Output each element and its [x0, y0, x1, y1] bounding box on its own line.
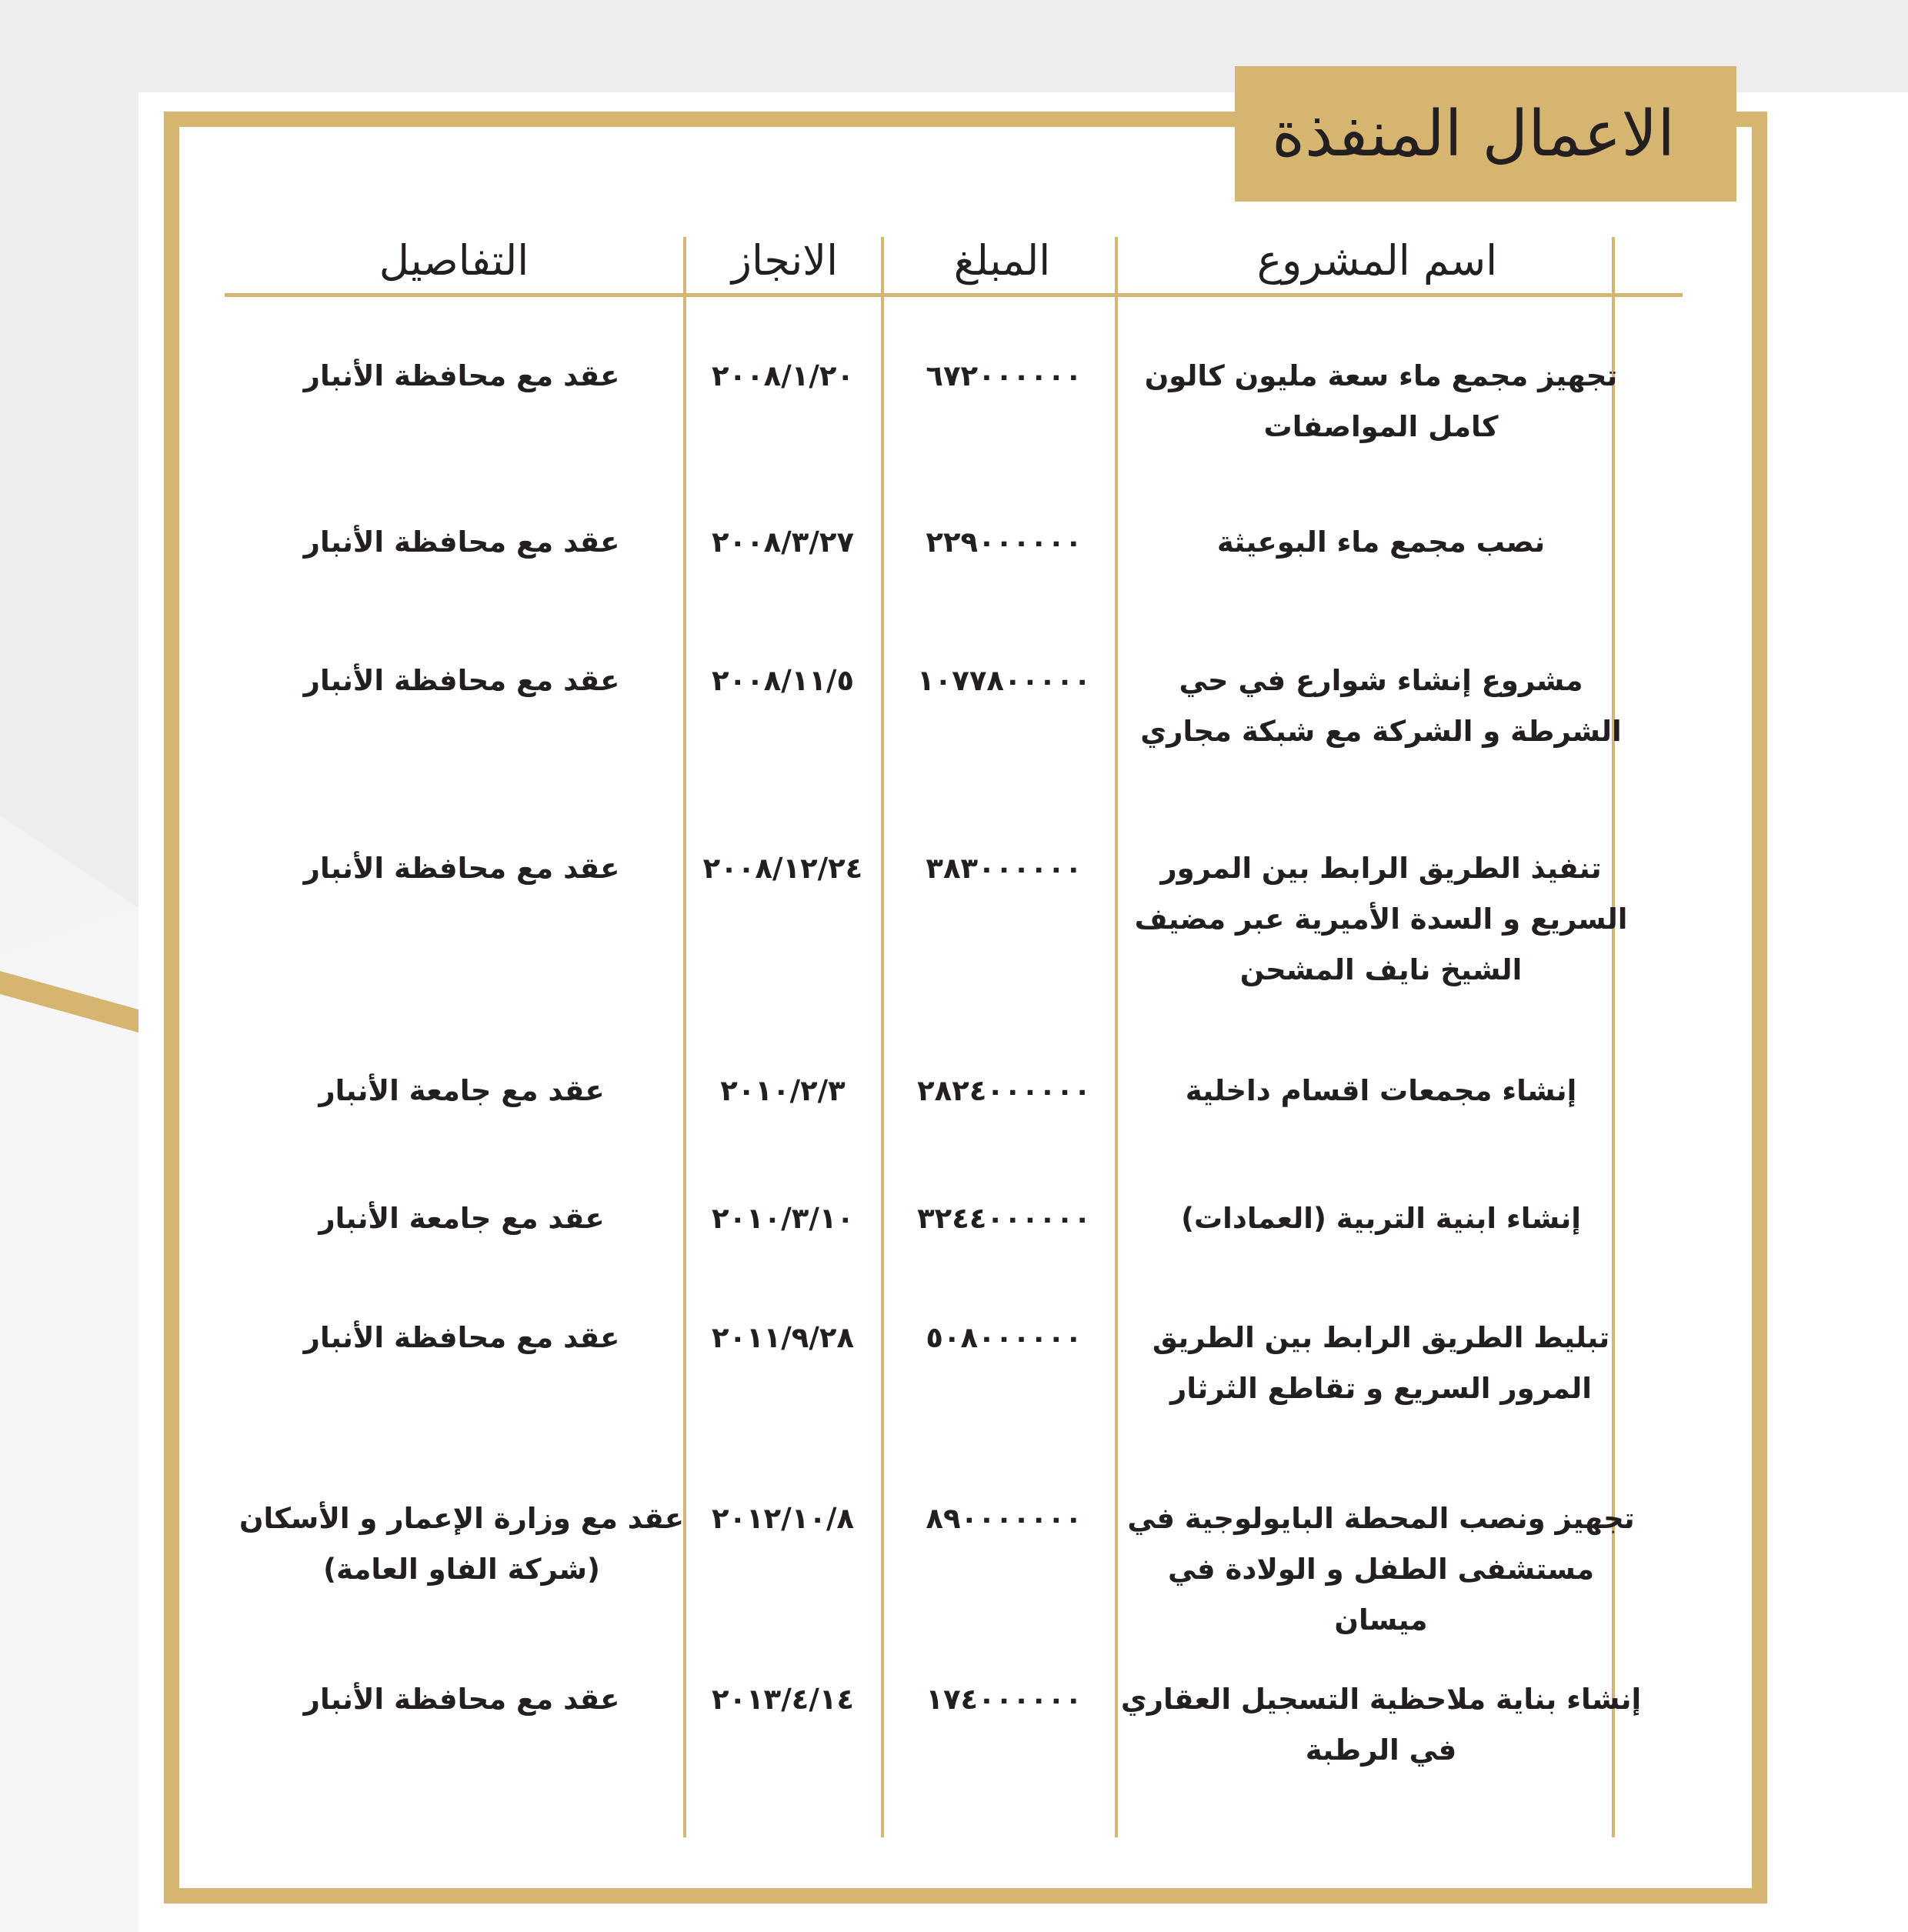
- completion-date: ٢٠٠٨/١/٢٠: [711, 359, 855, 392]
- project-amount: ٣٢٤٤٠٠٠٠٠٠: [917, 1202, 1091, 1235]
- project-amount: ٨٩٠٠٠٠٠٠٠: [926, 1502, 1082, 1535]
- project-details: عقد مع محافظة الأنبار: [303, 664, 620, 697]
- project-details: عقد مع جامعة الأنبار: [319, 1202, 605, 1235]
- project-amount: ١٠٧٧٨٠٠٠٠٠: [917, 664, 1091, 697]
- project-amount: ٦٧٢٠٠٠٠٠٠: [926, 359, 1082, 392]
- project-details: عقد مع محافظة الأنبار: [303, 1321, 620, 1354]
- project-name: تجهيز مجمع ماء سعة مليون كالون كامل المواصفات: [1144, 359, 1618, 443]
- completion-date: ٢٠١١/٩/٢٨: [711, 1321, 855, 1354]
- project-name: مشروع إنشاء شوارع في حي الشرطة و الشركة مع شبكة مجاري: [1140, 664, 1622, 748]
- project-details: عقد مع وزارة الإعمار و الأسكان (شركة الفاو العامة): [239, 1502, 685, 1586]
- project-amount: ٢٨٢٤٠٠٠٠٠٠: [917, 1074, 1091, 1107]
- project-name: تجهيز ونصب المحطة البايولوجية في مستشفى الطفل و الولادة في ميسان: [1127, 1502, 1635, 1637]
- project-details: عقد مع محافظة الأنبار: [303, 359, 620, 392]
- completion-date: ٢٠٠٨/٣/٢٧: [711, 526, 855, 559]
- project-amount: ٣٨٣٠٠٠٠٠٠: [926, 852, 1082, 885]
- project-amount: ٢٢٩٠٠٠٠٠٠: [926, 526, 1082, 559]
- project-details: عقد مع محافظة الأنبار: [303, 1683, 620, 1716]
- project-name: تبليط الطريق الرابط بين الطريق المرور السريع و تقاطع الثرثار: [1152, 1321, 1610, 1405]
- completion-date: ٢٠١٢/١٠/٨: [711, 1502, 855, 1535]
- project-amount: ٥٠٨٠٠٠٠٠٠: [926, 1321, 1082, 1354]
- column-divider: [683, 237, 686, 1837]
- completion-date: ٢٠٠٨/١٢/٢٤: [702, 852, 863, 885]
- project-name: تنفيذ الطريق الرابط بين المرور السريع و السدة الأميرية عبر مضيف الشيخ نايف المشحن: [1134, 852, 1628, 986]
- project-details: عقد مع محافظة الأنبار: [303, 526, 620, 559]
- column-divider: [881, 237, 884, 1837]
- completion-date: ٢٠١٠/٢/٣: [720, 1074, 846, 1107]
- column-divider: [1115, 237, 1118, 1837]
- header-underline: [225, 293, 1683, 297]
- header-amount: المبلغ: [953, 235, 1051, 285]
- completion-date: ٢٠١٠/٣/١٠: [711, 1202, 855, 1235]
- header-completion: الانجاز: [731, 235, 839, 285]
- project-name: نصب مجمع ماء البوعيثة: [1216, 526, 1546, 559]
- completion-date: ٢٠٠٨/١١/٥: [711, 664, 855, 697]
- project-details: عقد مع محافظة الأنبار: [303, 852, 620, 885]
- project-name: إنشاء مجمعات اقسام داخلية: [1185, 1074, 1577, 1107]
- project-details: عقد مع جامعة الأنبار: [319, 1074, 605, 1107]
- project-name: إنشاء بناية ملاحظية التسجيل العقاري في الرطبة: [1120, 1683, 1642, 1767]
- header-project-name: اسم المشروع: [1256, 235, 1498, 285]
- header-details: التفاصيل: [379, 235, 529, 285]
- project-amount: ١٧٤٠٠٠٠٠٠: [926, 1683, 1082, 1716]
- page-title: الاعمال المنفذة: [1272, 97, 1675, 171]
- project-name: إنشاء ابنية التربية (العمادات): [1181, 1202, 1581, 1235]
- completion-date: ٢٠١٣/٤/١٤: [711, 1683, 855, 1716]
